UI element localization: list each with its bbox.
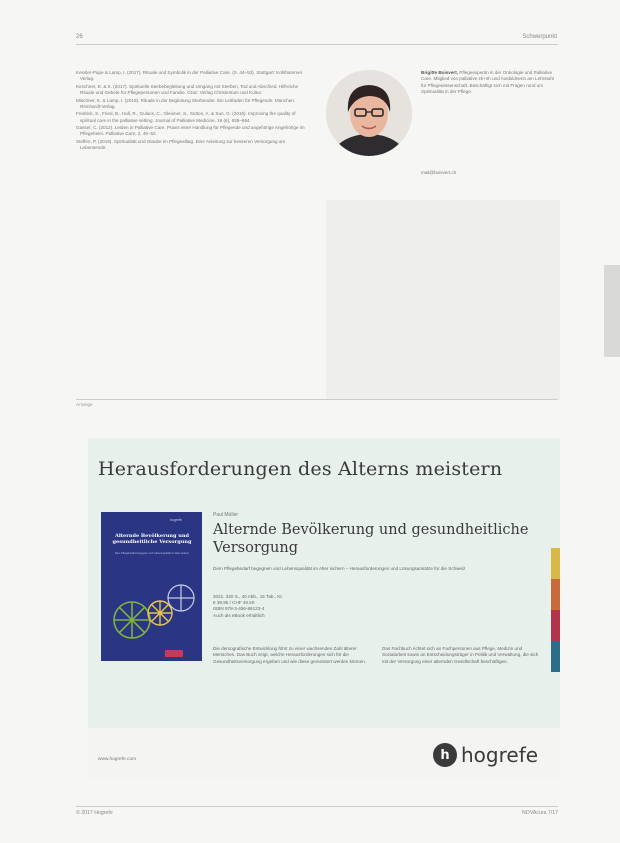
reference-item: Steffen, P. (2019). Spiritualität und Glaube im Pflegealltag. Eine Anleitung zur besseren Versorgung am Lebensende. [76,138,286,151]
section-divider [76,399,558,400]
ad-headline: Herausforderungen des Alterns meistern [98,458,503,480]
wheel-icon [148,601,172,625]
book-description-left: Die demografische Entwicklung führt zu einer wachsenden Zahl älterer Menschen. Das Buch zeigt, welche Herausforderungen sich für die Gesundheitsversorgung ergeben und wie diese gemeistert werden können. [213,646,366,664]
hogrefe-wordmark: hogrefe [461,743,539,767]
page-edge-shadow [604,265,620,357]
reference-item: Gasser, C. (2012). Leiden in Palliative Care. Praxis einer Handlung für Pflegende und angehörige Angehörige im Pflegeheim. Palliative Care, 2, 46–52. [76,125,305,137]
book-cover-subtitle: Dem Pflegebedarf begegnen und Lebensqualität im Alter sichern [114,552,190,555]
color-stripe [551,579,560,610]
book-description-right: Das Fachbuch richtet sich an Fachpersonen aus Pflege, Medizin und Sozialarbeit sowie an Entscheidungsträger in Politik und Verwaltung, die sich mit der Versorgung einer alternden Gesellschaft beschäftigen. [382,646,539,664]
reference-item: Mischner, K. & Lamp, I. (2019). Rituale in der Begleitung Sterbender. Ein Leitfaden für Pflegende. München: Reinhardt-Verlag. [76,97,296,109]
copyright: © 2017 Hogrefe [76,810,113,816]
author-name: Brigitte Boisvert, [421,70,459,75]
wheel-icon [114,602,150,638]
author-photo [326,70,412,156]
footer-divider [76,806,558,807]
color-stripe [551,548,560,579]
page-number: 26 [76,34,83,40]
book-detail-line: 2021. 320 S., 40 Abb., 15 Tab., Kt. [213,594,283,599]
book-subtitle: Dem Pflegebedarf begegnen und Lebensqualität im Alter sichern – Herausforderungen und Lösungsansätze für die Schweiz [213,566,466,571]
color-stripe [551,641,560,672]
wheel-icon [168,585,194,611]
reference-item: Kessler-Pape & Lamp, I. (2017). Rituale und Symbolik in der Palliative Care. (S. 44–53). Stuttgart: Kohlhammer Verlag. [76,70,303,82]
section-name: Schwerpunkt [522,34,557,40]
color-stripe [551,610,560,641]
book-author: Paul Müller [213,512,239,518]
reference-list [76,70,310,153]
book-cover-publisher: hogrefe [170,518,182,522]
empty-column-area [326,200,560,400]
author-bio [421,70,557,96]
issue-label: NOVAcura 7/17 [522,810,558,816]
advertisement-label: Anzeige [76,402,93,407]
hogrefe-mark-icon: h [433,743,457,767]
reference-item: Fredrick, S., Fried, B., Hall, R., Gulacs, C., Gleixner, S., Sutton, A. & Sun, G. (2016). Improving the quality of spiritual care in the palliative setting. Journal of Palliative Medicine, 19 (6), 658–664. [76,111,296,123]
author-bio-text: Pflegeexpertin in der Onkologie und Palliative Care. Mitglied von palliative zh+sh und Ausbildnerin am Lehrstuhl für Pflegewissenschaft. Beschäftigt sich mit Fragen rund um Spiritualität in der Pflege. [421,70,554,95]
book-detail-line: € 39,95 / CHF 49.50 [213,600,255,606]
hogrefe-logo [433,741,538,769]
book-title: Alternde Bevölkerung und gesundheitliche Versorgung [213,522,529,556]
ad-url[interactable]: www.hogrefe.com [98,757,137,762]
reference-item: Kirschner, E. & K. (2017). Spirituelle Sterbebegleitung und Umgang mit Sterben, Tod und Abschied. Hilfreiche Rituale und Gebete für Pflegepersonen und Familie. Graz: Verlag Christentum und Kultur. [76,83,299,95]
color-stripes [551,548,560,672]
book-details [213,594,283,619]
header-divider [76,44,558,45]
author-email[interactable]: mail@boisvert.ch [421,170,457,175]
book-detail-line: ISBN 978-3-456-86123-4 [213,606,265,612]
book-cover-logo [165,650,183,657]
book-detail-line: Auch als eBook erhältlich [213,612,265,618]
book-cover-title: Alternde Bevölkerung und gesundheitliche Versorgung [112,533,192,545]
